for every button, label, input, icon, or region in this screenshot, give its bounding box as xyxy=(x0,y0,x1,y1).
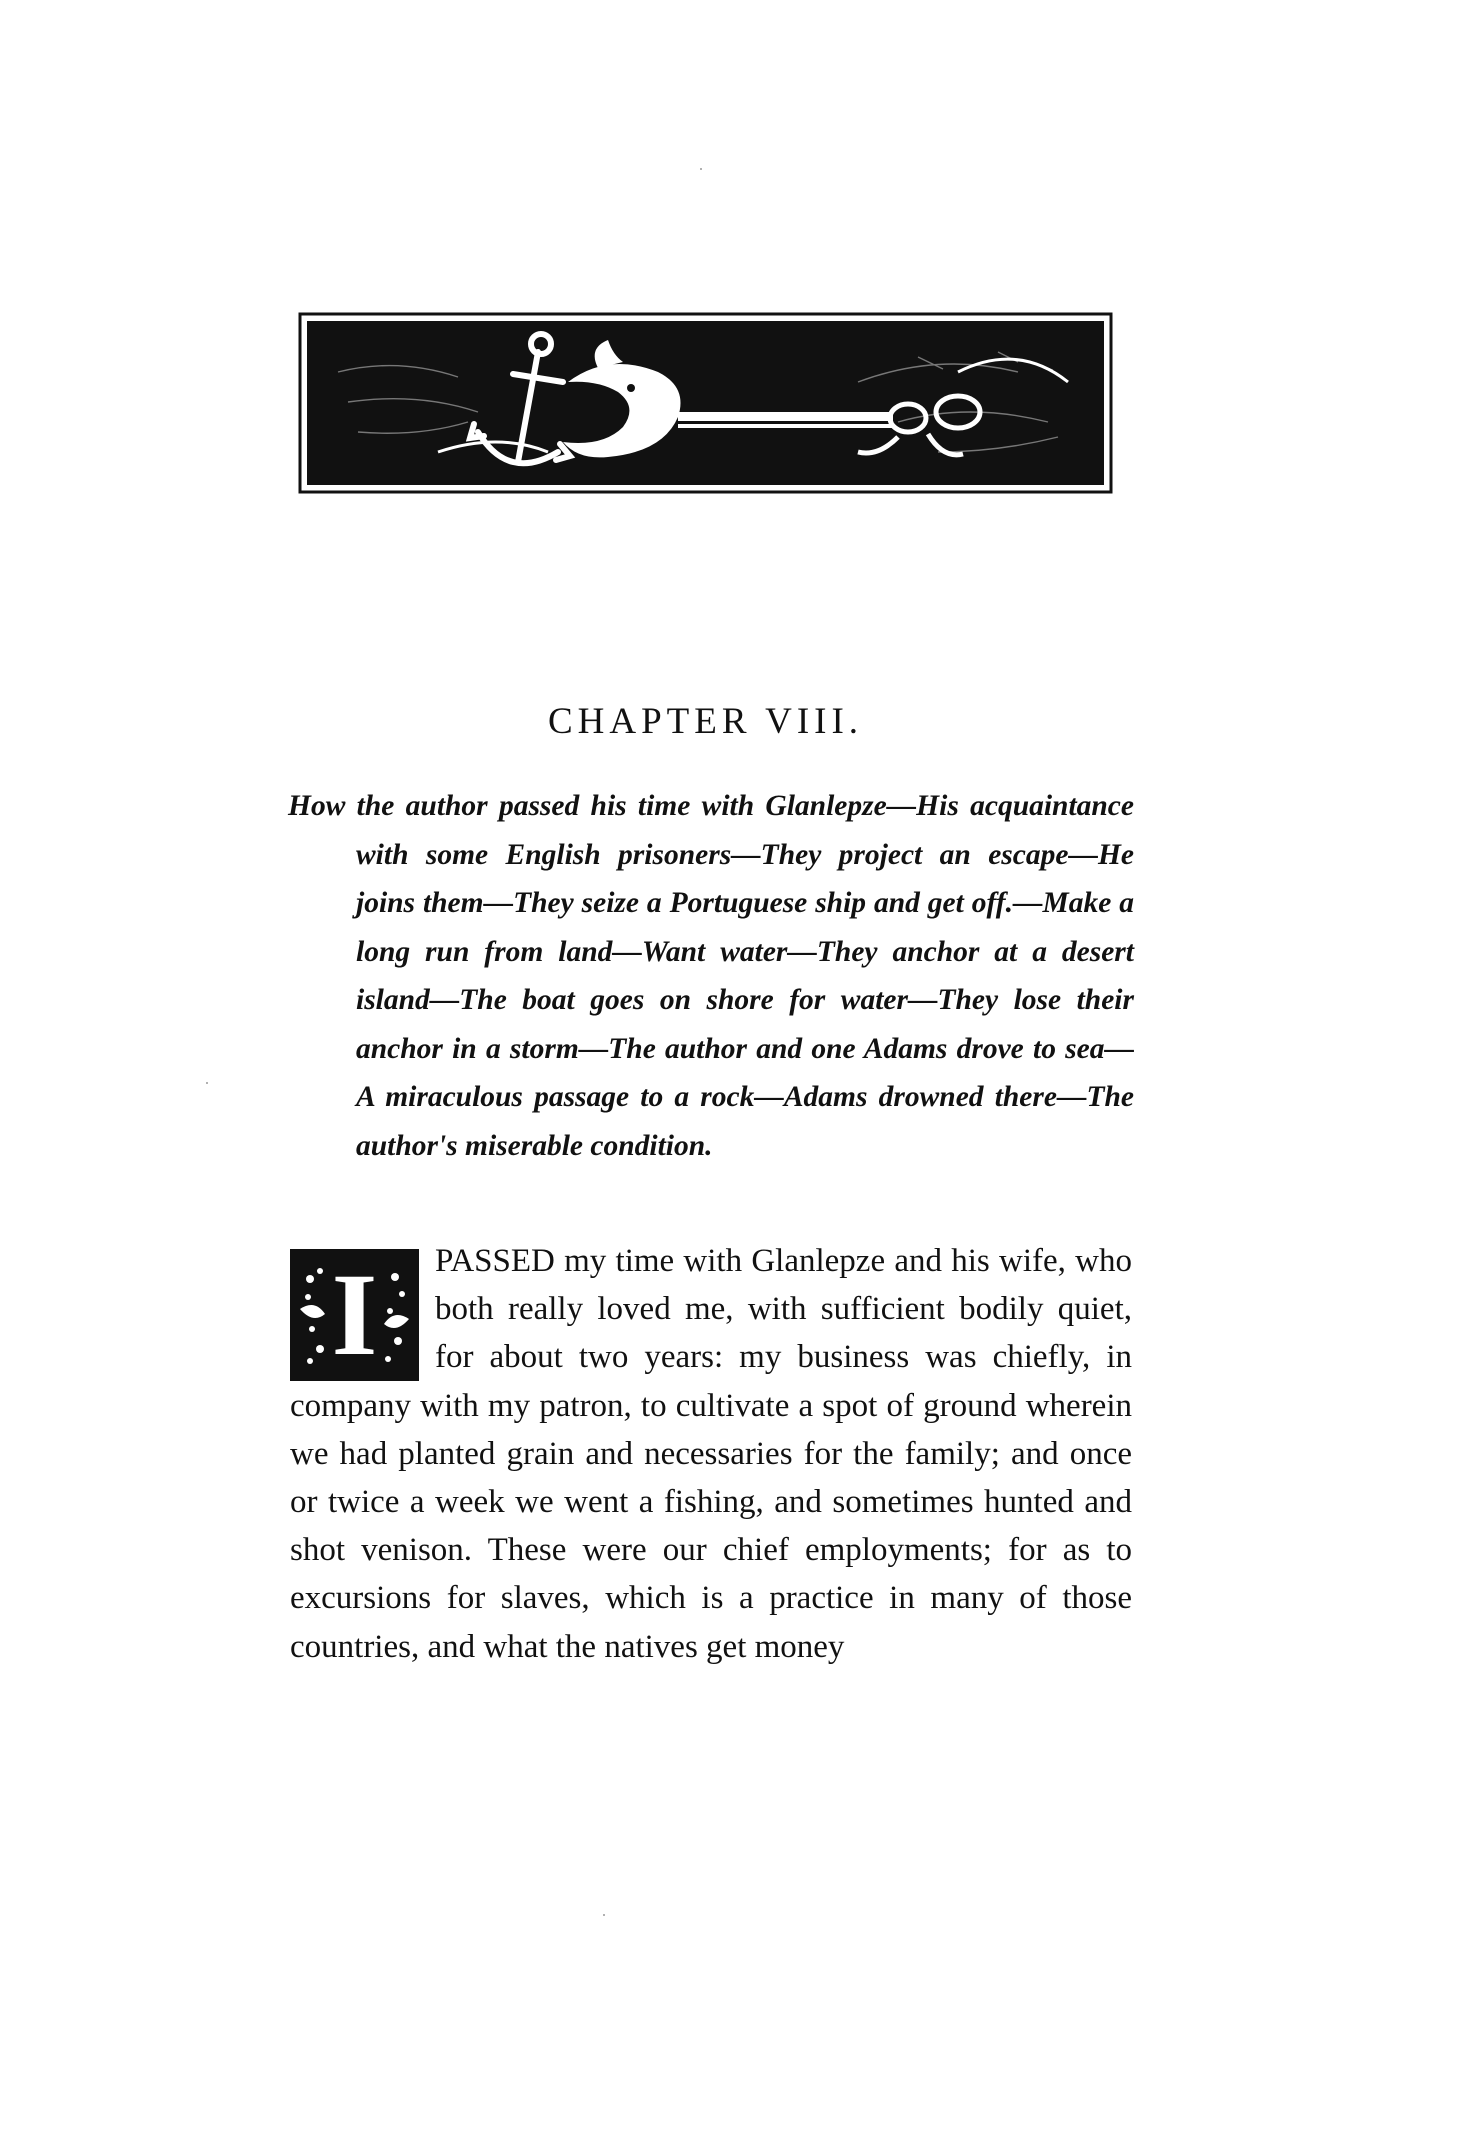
chapter-headpiece xyxy=(298,312,1113,494)
body-paragraph xyxy=(290,1237,1132,1671)
dolphin-anchor-headpiece-icon xyxy=(298,312,1113,494)
speck xyxy=(603,1914,605,1916)
dropcap-letter: I xyxy=(331,1249,378,1380)
body-text: PASSED my time with Glanlepze and his wife, who both really loved me, with sufficient bodily quiet, for about two years: my business was chiefly, in company with my patron, to cultivate a spot of ground wherein we had planted grain and necessaries for the family; and once or twice a week we went a fishing, and sometimes hunted and shot venison. These were our chief employments; for as to excursions for slaves, which is a practice in many of those countries, and what the natives get money xyxy=(290,1243,1132,1665)
chapter-summary: How the author passed his time with Glanlepze—His acquaintance with some English prisoners—They project an escape—He joins them—They seize a Portuguese ship and get off.—Make a long run from land—Want water—They anchor at a desert island—The boat goes on shore for water—They lose their anchor in a storm—The author and one Adams drove to sea—A miraculous passage to a rock—Adams drowned there—The author's miserable condition. xyxy=(288,790,1134,1162)
speck xyxy=(700,168,702,170)
dropcap xyxy=(290,1249,419,1381)
chapter-title: CHAPTER VIII. xyxy=(547,701,864,742)
speck xyxy=(206,1082,208,1084)
